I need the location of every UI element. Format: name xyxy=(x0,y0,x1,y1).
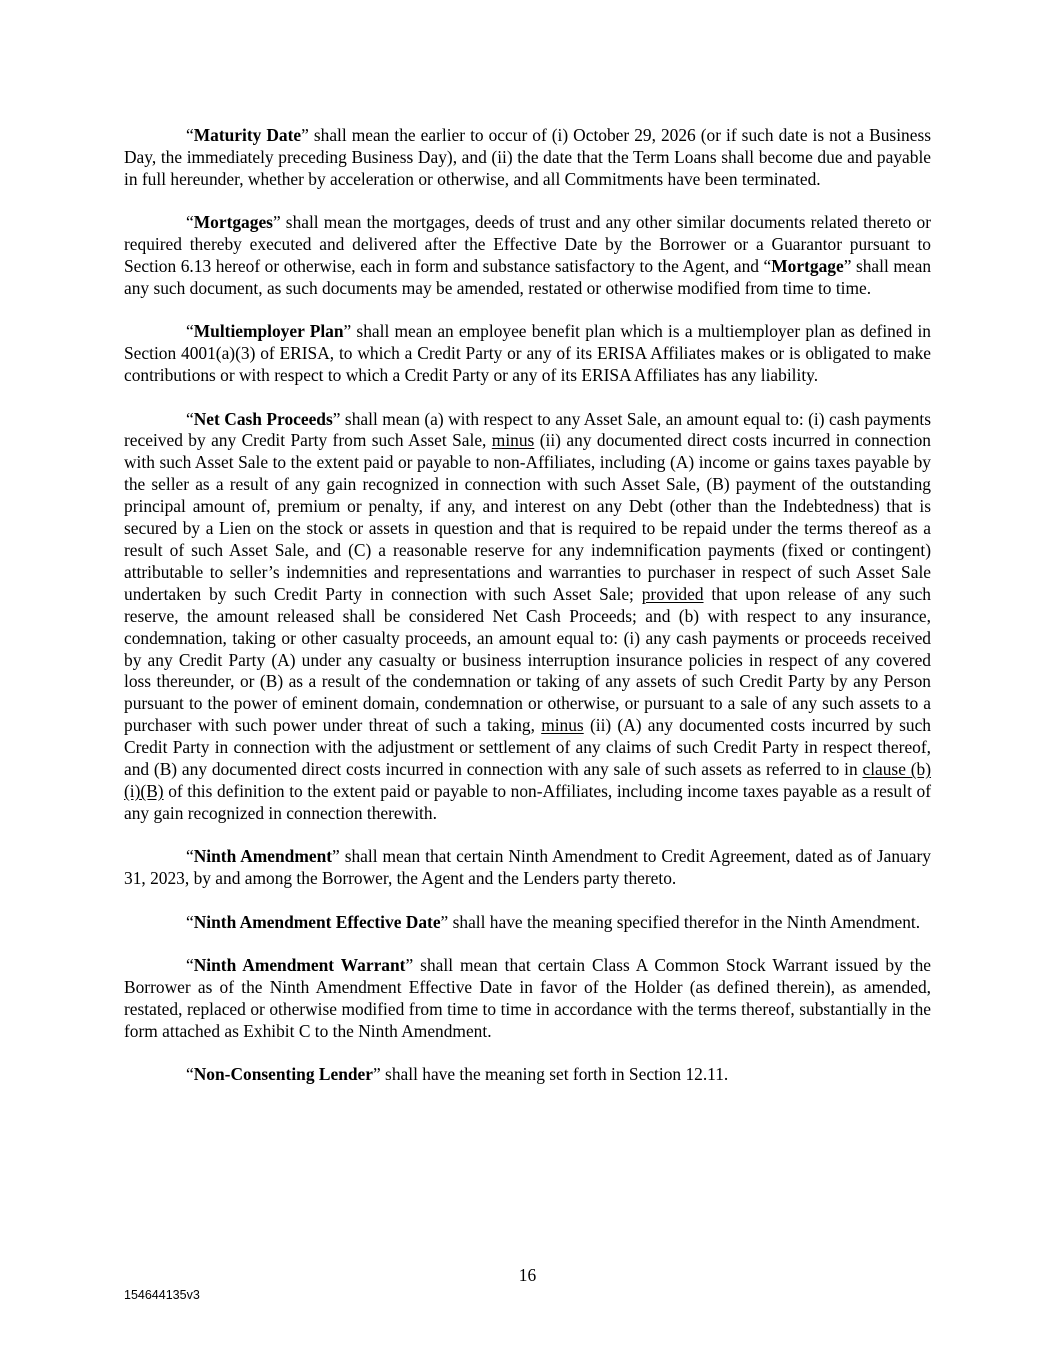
definition-text: “ xyxy=(186,846,194,867)
definition-text: ” shall mean the mortgages, deeds of trust and any other similar documents related thereto or required thereby executed and delivered after the Effective Date by the Borrower or a Guarantor pursuant to Section 6.13 hereof or otherwise, each in form and substance satisfactory to the Agent, and “ xyxy=(124,212,931,277)
definition-paragraph xyxy=(124,125,931,191)
underlined-term: minus xyxy=(541,715,584,736)
defined-term: Non-Consenting Lender xyxy=(193,1064,373,1085)
definition-paragraph xyxy=(124,321,931,387)
defined-term: Ninth Amendment Warrant xyxy=(193,955,406,975)
definition-text: of this definition to the extent paid or payable to non-Affiliates, including income taxes payable as a result of any gain recognized in connection therewith. xyxy=(124,780,931,823)
underlined-term: provided xyxy=(641,583,704,604)
definition-text: “ xyxy=(186,212,194,233)
definition-text: ” shall mean any such document, as such documents may be amended, restated or otherwise modified from time to time. xyxy=(124,256,932,298)
definition-text: ” shall mean the earlier to occur of (i) October 29, 2026 (or if such date is not a Business Day, the immediately preceding Business Day), and (ii) the date that the Term Loans shall become due and payable in full hereunder, whether by acceleration or otherwise, and all Commitments have been terminated. xyxy=(124,125,931,189)
definition-text: ” shall mean that certain Class A Common Stock Warrant issued by the Borrower as of the Ninth Amendment Effective Date in favor of the Holder (as defined therein), as amended, restated, replaced or otherwise modified from time to time in accordance with the terms thereof, substantially in the form attached as Exhibit C to the Ninth Amendment. xyxy=(124,955,931,1041)
definition-text: ” shall mean (a) with respect to any Asset Sale, an amount equal to: (i) cash payments received by any Credit Party from such Asset Sale, xyxy=(124,408,932,451)
defined-term: Ninth Amendment Effective Date xyxy=(193,911,441,932)
definition-paragraph xyxy=(124,212,931,300)
underlined-term: minus xyxy=(491,430,535,451)
defined-term: Maturity Date xyxy=(193,125,302,145)
defined-term: Mortgage xyxy=(771,256,844,277)
definition-text: ” shall mean an employee benefit plan which is a multiemployer plan as defined in Section 4001(a)(3) of ERISA, to which a Credit Party or any of its ERISA Affiliates makes or is obligated to make contributions or with respect to which a Credit Party or any of its ERISA Affiliates has any liability. xyxy=(124,321,931,386)
definition-text: “ xyxy=(186,1064,194,1085)
defined-term: Multiemployer Plan xyxy=(193,321,344,342)
definition-text: ” shall have the meaning specified therefor in the Ninth Amendment. xyxy=(440,911,921,932)
defined-term: Mortgages xyxy=(193,212,273,233)
definition-text: that upon release of any such reserve, the amount released shall be considered Net Cash Proceeds; and (b) with respect to any insurance, condemnation, taking or other casualty proceeds, an amount equal to: (i) any cash payments or proceeds received by any Credit Party (A) under any casualty or business interruption insurance policies in respect of any covered loss thereunder, or (B) as a result of the condemnation or taking of any assets of such Credit Party by any Person pursuant to the power of eminent domain, condemnation or otherwise, or pursuant to a sale of any such assets to a purchaser with such power under threat of such a taking, xyxy=(124,583,931,736)
definition-text: (ii) any documented direct costs incurred in connection with such Asset Sale to the extent paid or payable to non-Affiliates, including (A) income or gains taxes payable by the seller as a result of any gain recognized in connection with such Asset Sale, (B) payment of the outstanding principal amount of, premium or penalty, if any, and interest on any Debt (other than the Indebtedness) that is secured by a Lien on the stock or assets in question and that is required to be repaid under the terms thereof as a result of such Asset Sale, and (C) a reasonable reserve for any indemnification payments (fixed or contingent) attributable to seller’s indemnities and representations and warranties to purchaser in respect of such Asset Sale undertaken by such Credit Party in connection with such Asset Sale; xyxy=(124,430,931,604)
document-id: 154644135v3 xyxy=(124,1288,200,1302)
underlined-term: clause (b)(i)(B) xyxy=(124,759,932,801)
definition-text: ” shall mean that certain Ninth Amendment to Credit Agreement, dated as of January 31, 2023, by and among the Borrower, the Agent and the Lenders party thereto. xyxy=(124,846,931,889)
definition-text: “ xyxy=(186,408,194,429)
definition-text: “ xyxy=(186,125,194,145)
defined-term: Ninth Amendment xyxy=(193,846,333,867)
definition-text: “ xyxy=(186,955,194,975)
definition-paragraph xyxy=(124,955,931,1043)
definition-paragraph xyxy=(124,912,931,934)
definition-paragraph xyxy=(124,409,931,825)
defined-term: Net Cash Proceeds xyxy=(193,408,333,429)
page-number: 16 xyxy=(518,1265,537,1285)
definition-paragraph xyxy=(124,1064,931,1086)
definition-text: ” shall have the meaning set forth in Section 12.11. xyxy=(372,1064,729,1085)
definition-text: “ xyxy=(186,911,194,932)
definition-paragraph xyxy=(124,846,931,890)
document-body xyxy=(124,125,931,1108)
definition-text: (ii) (A) any documented costs incurred by such Credit Party in connection with the adjustment or settlement of any claims of such Credit Party in respect thereof, and (B) any documented direct costs incurred in connection with any sale of such assets as referred to in xyxy=(124,715,931,780)
definition-text: “ xyxy=(186,321,194,342)
